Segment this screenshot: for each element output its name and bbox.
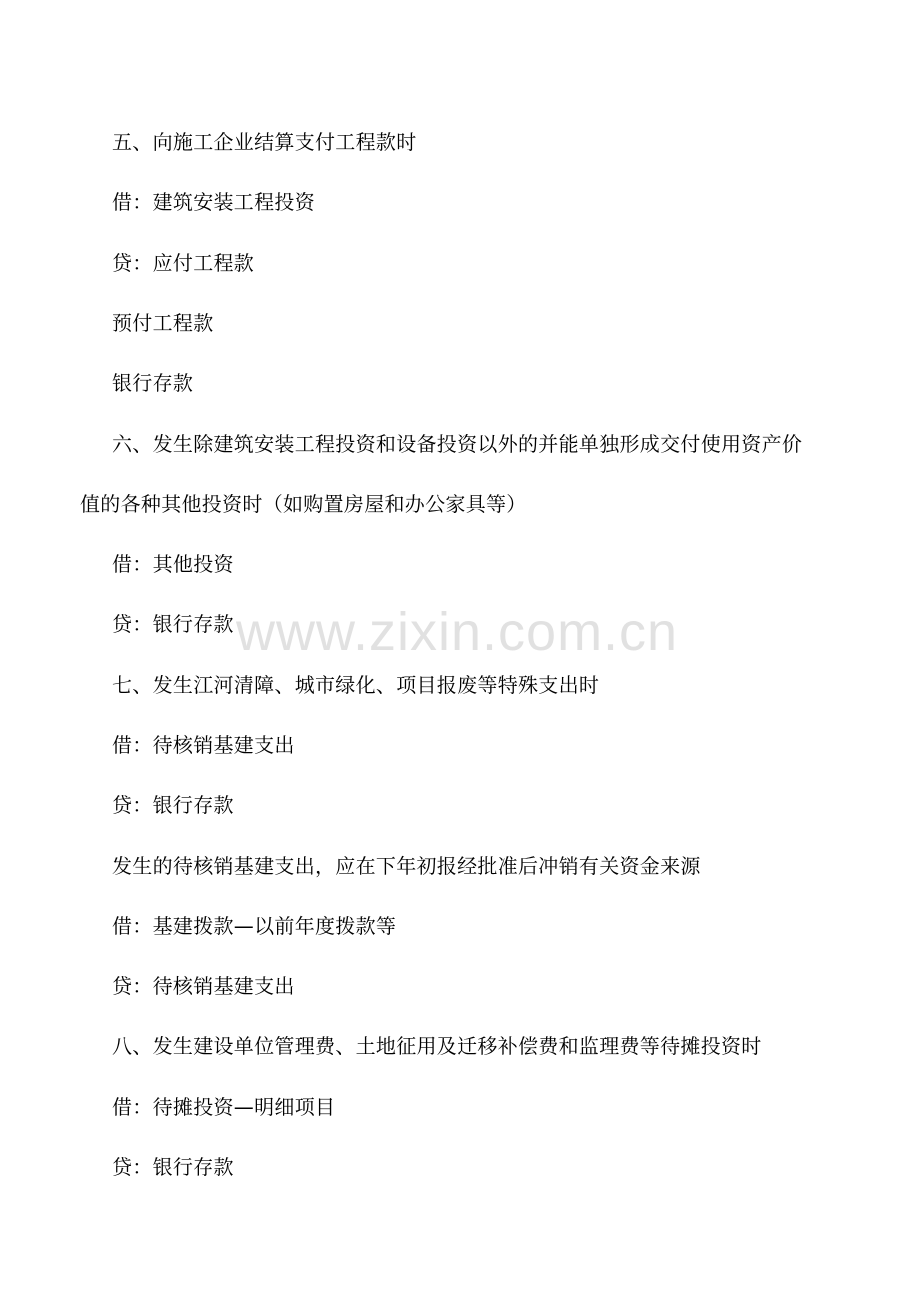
watermark: www.zixin.com.cn [236, 602, 679, 662]
debit-entry: 借：待摊投资—明细项目 [112, 1095, 336, 1119]
section-heading-7: 七、发生江河清障、城市绿化、项目报废等特殊支出时 [112, 673, 600, 697]
debit-entry: 借：待核销基建支出 [112, 733, 295, 757]
credit-entry: 贷：银行存款 [112, 793, 234, 817]
credit-entry-item: 预付工程款 [112, 311, 214, 335]
credit-entry-item: 银行存款 [112, 371, 194, 395]
credit-entry: 贷：待核销基建支出 [112, 974, 295, 998]
section-heading-6-continued: 值的各种其他投资时（如购置房屋和办公家具等） [80, 492, 527, 516]
debit-entry: 借：基建拨款—以前年度拨款等 [112, 914, 397, 938]
credit-entry: 贷：银行存款 [112, 612, 234, 636]
section-heading-8: 八、发生建设单位管理费、土地征用及迁移补偿费和监理费等待摊投资时 [112, 1034, 762, 1058]
debit-entry: 借：其他投资 [112, 552, 234, 576]
debit-entry: 借：建筑安装工程投资 [112, 190, 315, 214]
credit-entry: 贷：银行存款 [112, 1155, 234, 1179]
credit-entry: 贷：应付工程款 [112, 251, 255, 275]
section-heading-6: 六、发生除建筑安装工程投资和设备投资以外的并能单独形成交付使用资产价 [112, 432, 803, 456]
section-heading-5: 五、向施工企业结算支付工程款时 [112, 130, 417, 154]
explanatory-note: 发生的待核销基建支出，应在下年初报经批准后冲销有关资金来源 [112, 854, 701, 878]
